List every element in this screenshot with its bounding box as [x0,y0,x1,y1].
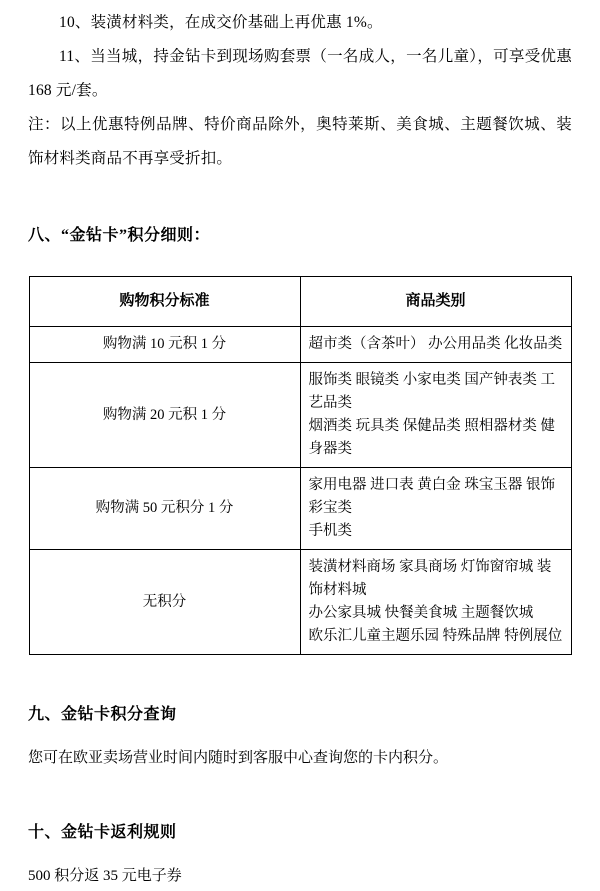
table-row [29,327,571,363]
cell-standard: 无积分 [29,550,300,655]
section-heading-eight: 八、“金钻卡”积分细则： [28,227,211,244]
table-row [29,363,571,468]
category-line: 手机类 [308,523,352,539]
table-header-standard: 购物积分标准 [29,277,300,327]
cell-categories [300,468,571,550]
list-item: 11、当当城，持金钻卡到现场购套票（一名成人，一名儿童），可享受优惠 168 元/套。 [28,48,572,99]
spacer [28,250,572,276]
category-line: 办公家具城 快餐美食城 主题餐饮城 [308,605,534,621]
spacer [28,176,572,222]
cell-standard: 购物满 20 元积 1 分 [29,363,300,468]
spacer [28,847,572,861]
table-row [29,550,571,655]
cell-categories [300,327,571,363]
category-line: 超市类（含茶叶） 办公用品类 化妆品类 [308,336,563,352]
points-rules-table [29,276,572,655]
category-line: 欧乐汇儿童主题乐园 特殊品牌 特例展位 [308,628,563,644]
cell-categories [300,550,571,655]
list-item: 10、装潢材料类，在成交价基础上再优惠 1%。 [59,14,383,31]
section-heading-nine: 九、金钻卡积分查询 [28,706,177,723]
table-row [29,468,571,550]
table-header-category: 商品类别 [300,277,571,327]
spacer [28,655,572,701]
cell-standard: 购物满 10 元积 1 分 [29,327,300,363]
section-heading-ten: 十、金钻卡返利规则 [28,824,177,841]
category-line: 烟酒类 玩具类 保健品类 照相器材类 健身器类 [308,418,555,457]
spacer [28,773,572,819]
note-paragraph: 注：以上优惠特例品牌、特价商品除外，奥特莱斯、美食城、主题餐饮城、装饰材料类商品不再享受折扣。 [28,116,572,167]
section-ten-body: 500 积分返 35 元电子券 [28,868,182,884]
category-line: 家用电器 进口表 黄白金 珠宝玉器 银饰 彩宝类 [308,477,555,516]
cell-standard: 购物满 50 元积分 1 分 [29,468,300,550]
section-nine-body: 您可在欧亚卖场营业时间内随时到客服中心查询您的卡内积分。 [28,750,449,766]
table-header-row [29,277,571,327]
spacer [28,729,572,743]
category-line: 服饰类 眼镜类 小家电类 国产钟表类 工艺品类 [308,372,555,411]
cell-categories [300,363,571,468]
category-line: 装潢材料商场 家具商场 灯饰窗帘城 装饰材料城 [308,559,552,598]
